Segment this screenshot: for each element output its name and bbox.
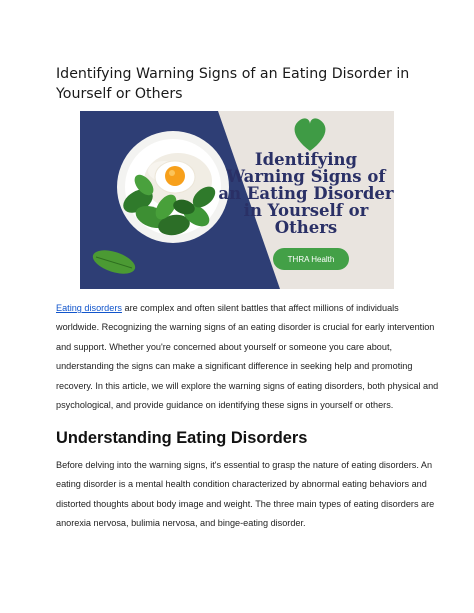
thra-health-button: THRA Health [273, 248, 349, 270]
section-line: distorted thoughts about body image and weight. The three main types of eating disorders are [56, 498, 435, 509]
intro-line: understanding the signs can make a significant difference in seeking help and promoting [56, 361, 413, 372]
intro-line: recovery. In this article, we will explore the warning signs of eating disorders, both physical and [56, 380, 439, 391]
intro-line: psychological, and provide guidance on identifying these signs in yourself or others. [56, 400, 394, 411]
eating-disorders-link[interactable]: Eating disorders [56, 303, 122, 313]
section-line: Before delving into the warning signs, it's essential to grasp the nature of eating disorders. An [56, 460, 433, 470]
intro-paragraph [56, 299, 439, 415]
document-title: Identifying Warning Signs of an Eating Disorder in Yourself or Others [56, 66, 410, 102]
intro-line: worldwide. Recognizing the warning signs of an eating disorder is crucial for early intervention [56, 322, 435, 333]
intro-line: and support. Whether you're concerned about yourself or someone you care about, [56, 341, 393, 352]
intro-line-1: Eating disorders are complex and often silent battles that affect millions of individuals [56, 303, 399, 313]
section-line: eating disorder is a mental health condition characterized by abnormal eating behaviors and [56, 479, 427, 490]
section-line: anorexia nervosa, bulimia nervosa, and binge-eating disorder. [56, 518, 306, 529]
fried-egg [155, 161, 195, 193]
article-banner-image [80, 111, 394, 289]
section-paragraph [56, 456, 435, 534]
banner-heading: Identifying Warning Signs of an Eating Disorder in Yourself or Others [218, 150, 394, 237]
section-heading: Understanding Eating Disorders [56, 429, 308, 447]
